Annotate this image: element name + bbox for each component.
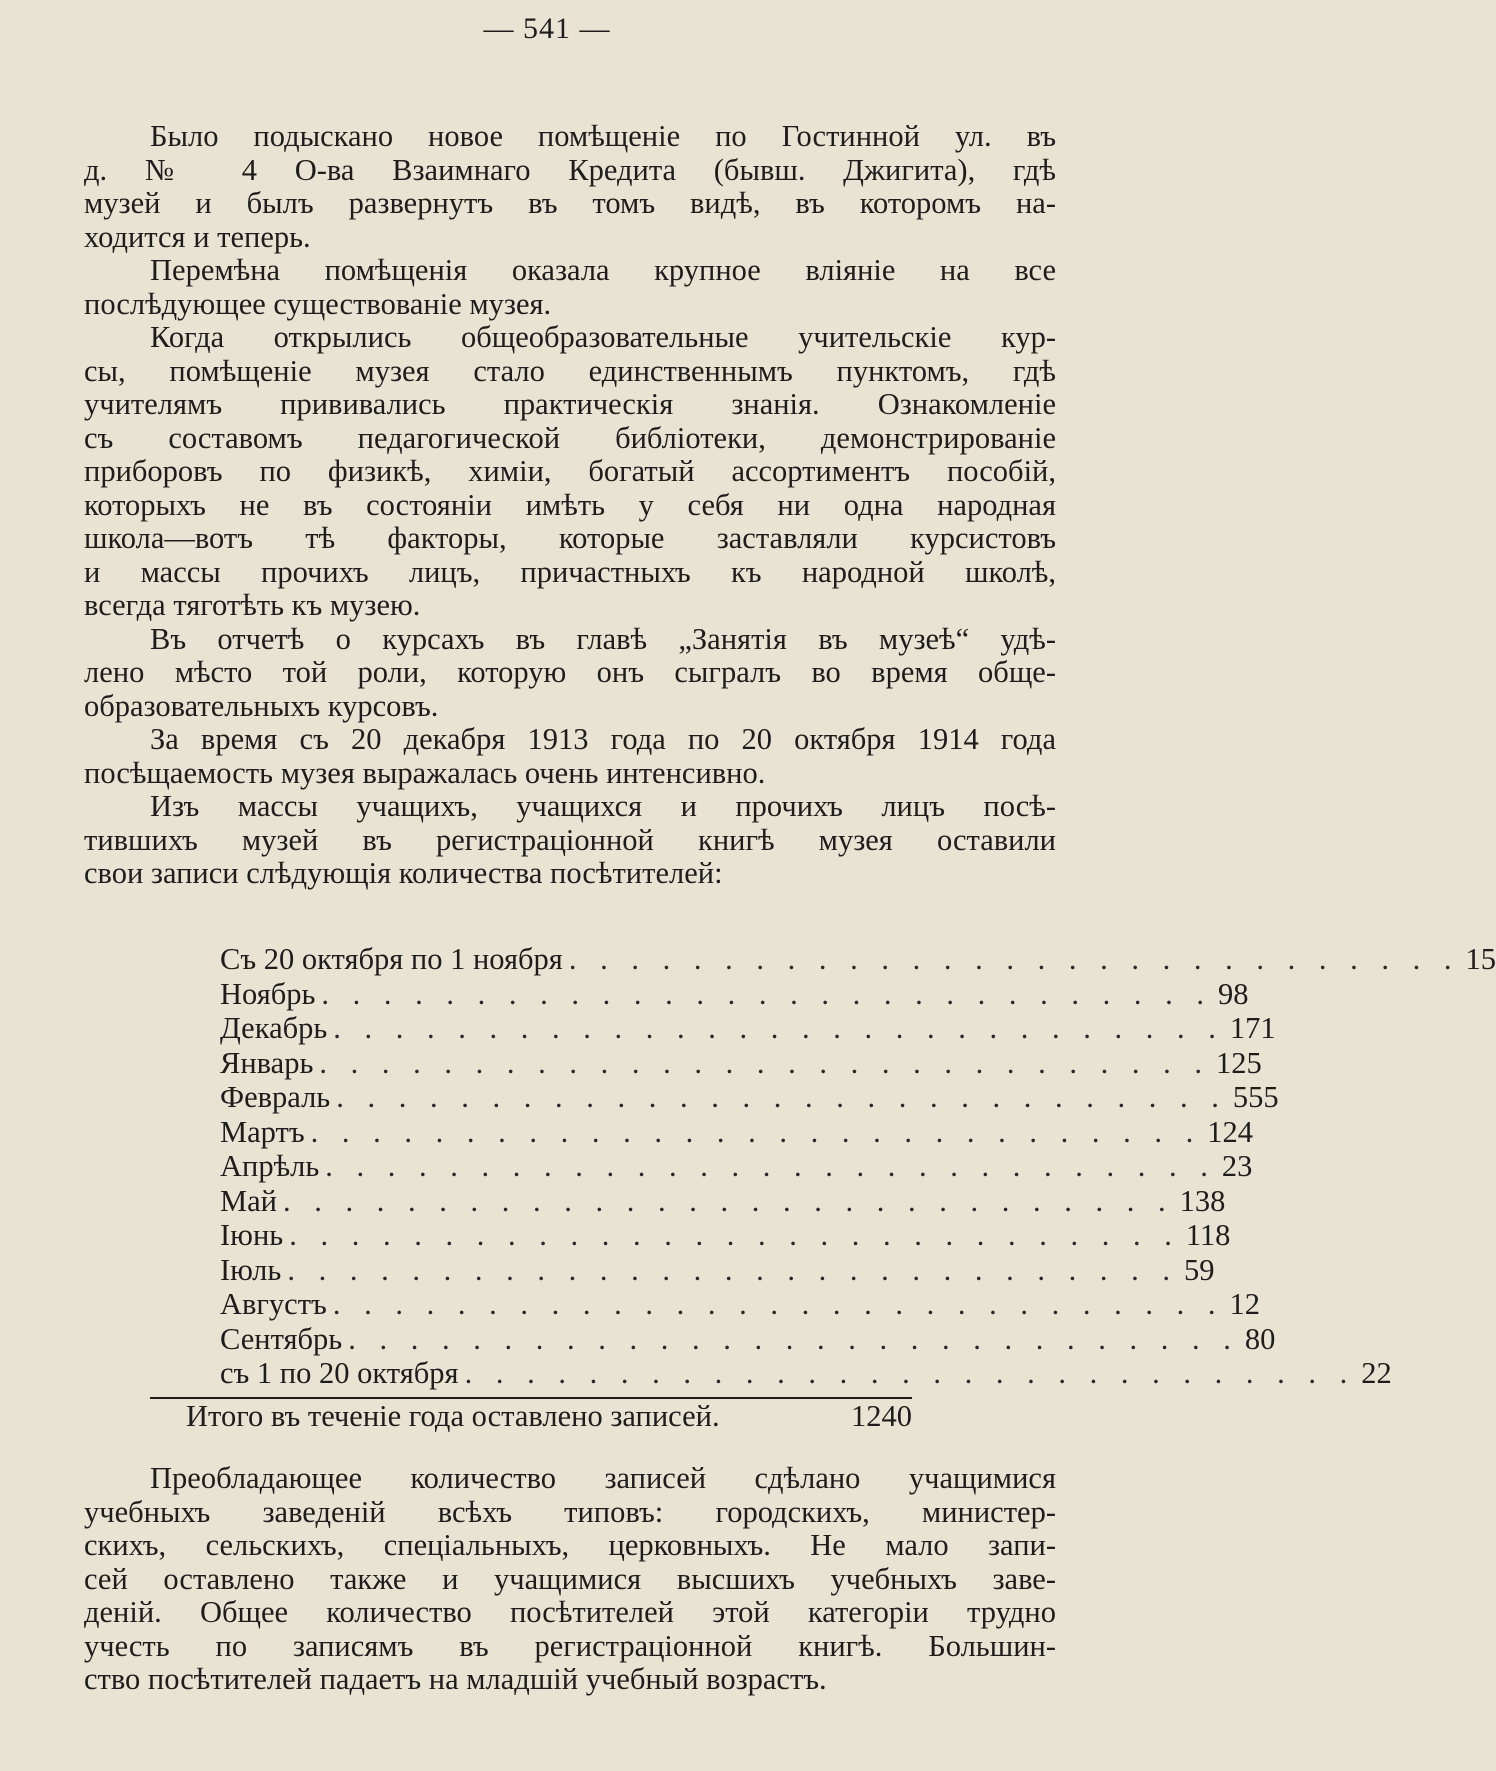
table-row: [150, 976, 1249, 1012]
table-row: [150, 1321, 1276, 1357]
visitor-count: 171: [1229, 1011, 1276, 1045]
visitor-count: 15: [1465, 942, 1496, 976]
text-line: Преобладающее количество записей сдѣлано учащимися: [150, 1461, 1056, 1495]
text-line: деній. Общее количество посѣтителей этой категоріи трудно: [84, 1595, 1056, 1629]
table-rows: [150, 942, 1496, 1391]
text-line: музей и былъ развернутъ въ томъ видѣ, въ которомъ на-: [84, 186, 1056, 220]
visitor-count: 22: [1361, 1356, 1392, 1390]
month-label: Іюнь: [220, 1218, 284, 1252]
visitor-count: 555: [1232, 1080, 1279, 1114]
total-value: 1240: [851, 1398, 912, 1433]
paragraph: [84, 321, 1056, 623]
text-line: послѣдующее существованіе музея.: [84, 286, 552, 321]
dot-leader: . . . . . . . . . . . . . . . . . . . . . . . . . . . . .: [332, 1287, 1224, 1321]
visitor-count: 59: [1183, 1252, 1215, 1287]
table-row: [150, 942, 1496, 977]
table-row: [150, 1080, 1279, 1115]
visitor-count: 125: [1216, 1045, 1262, 1080]
visitor-count: 23: [1221, 1149, 1253, 1183]
table-row: [150, 1011, 1276, 1046]
paragraph: [84, 790, 1056, 891]
month-label: Мартъ: [220, 1114, 305, 1149]
month-label: Декабрь: [220, 1011, 328, 1045]
visitor-count: 124: [1207, 1114, 1253, 1149]
paragraph: [84, 120, 1056, 254]
month-label: Январь: [220, 1045, 314, 1080]
dot-leader: . . . . . . . . . . . . . . . . . . . . . . . . . . . . .: [464, 1356, 1356, 1390]
dot-leader: . . . . . . . . . . . . . . . . . . . . . . . . . . . . .: [333, 1011, 1224, 1045]
body-text-top: [84, 120, 1056, 891]
text-line: сы, помѣщеніе музея стало единственнымъ пунктомъ, гдѣ: [84, 353, 1056, 388]
paragraph: [84, 254, 1056, 321]
dot-leader: . . . . . . . . . . . . . . . . . . . . . . . . . . . . .: [287, 1252, 1178, 1287]
text-line: свои записи слѣдующія количества посѣтителей:: [84, 856, 723, 890]
table-row: [150, 1114, 1253, 1150]
month-label: Іюль: [220, 1252, 282, 1287]
text-line: Было подыскано новое помѣщеніе по Гостинной ул. въ: [150, 119, 1056, 153]
month-label: Ноябрь: [220, 976, 316, 1011]
dot-leader: . . . . . . . . . . . . . . . . . . . . . . . . . . . . .: [319, 1045, 1210, 1080]
text-line: приборовъ по физикѣ, химіи, богатый ассортиментъ пособій,: [84, 454, 1056, 488]
month-label: Сентябрь: [220, 1321, 343, 1356]
table-row: [150, 1356, 1392, 1391]
table-row: [150, 1287, 1260, 1322]
paragraph: [84, 723, 1056, 790]
text-line: скихъ, сельскихъ, спеціальныхъ, церковныхъ. Не мало запи-: [84, 1528, 1056, 1562]
dot-leader: . . . . . . . . . . . . . . . . . . . . . . . . . . . . .: [282, 1183, 1174, 1218]
visitor-count-table: [150, 942, 1496, 1433]
text-line: Перемѣна помѣщенія оказала крупное вліяніе на все: [150, 253, 1056, 287]
text-line: Когда открылись общеобразовательные учительскіе кур-: [150, 320, 1056, 354]
dot-leader: . . . . . . . . . . . . . . . . . . . . . . . . . . . . .: [325, 1149, 1216, 1183]
month-label: Съ 20 октября по 1 ноября: [220, 942, 563, 976]
text-line: всегда тяготѣть къ музею.: [84, 588, 421, 622]
table-row: [150, 1149, 1253, 1184]
visitor-count: 12: [1229, 1287, 1260, 1321]
dot-leader: . . . . . . . . . . . . . . . . . . . . . . . . . . . . .: [336, 1080, 1227, 1114]
text-line: съ составомъ педагогической библіотеки, демонстрированіе: [84, 420, 1056, 455]
total-label: Итого въ теченіе года оставлено записей.: [186, 1398, 720, 1433]
visitor-count: 118: [1185, 1218, 1231, 1252]
dot-leader: . . . . . . . . . . . . . . . . . . . . . . . . . . . . .: [568, 942, 1460, 976]
month-label: Февраль: [220, 1080, 331, 1114]
table-row: [150, 1045, 1262, 1081]
text-line: Изъ массы учащихъ, учащихся и прочихъ лицъ посѣ-: [150, 789, 1056, 823]
dot-leader: . . . . . . . . . . . . . . . . . . . . . . . . . . . . .: [289, 1218, 1180, 1252]
text-line: учебныхъ заведеній всѣхъ типовъ: городскихъ, министер-: [84, 1494, 1056, 1529]
month-label: Апрѣль: [220, 1149, 320, 1183]
dot-leader: . . . . . . . . . . . . . . . . . . . . . . . . . . . . .: [321, 976, 1213, 1011]
visitor-count: 138: [1179, 1183, 1226, 1218]
text-line: лено мѣсто той роли, которую онъ сыгралъ во время обще-: [84, 655, 1056, 689]
text-line: тившихъ музей въ регистраціонной книгѣ музея оставили: [84, 822, 1056, 857]
text-line: За время съ 20 декабря 1913 года по 20 октября 1914 года: [150, 722, 1056, 756]
paragraph: [84, 623, 1056, 724]
text-line: ство посѣтителей падаетъ на младшій учебный возрастъ.: [84, 1662, 827, 1696]
text-line: посѣщаемость музея выражалась очень интенсивно.: [84, 755, 766, 790]
month-label: Май: [220, 1183, 277, 1218]
table-row: [150, 1252, 1215, 1288]
month-label: съ 1 по 20 октября: [220, 1356, 459, 1390]
page-number: — 541 —: [483, 12, 611, 45]
text-line: которыхъ не въ состояніи имѣть у себя ни одна народная: [84, 487, 1056, 522]
text-line: образовательныхъ курсовъ.: [84, 688, 439, 723]
body-text-bottom: [84, 1462, 1056, 1697]
text-line: школа—вотъ тѣ факторы, которые заставляли курсистовъ: [84, 521, 1056, 555]
visitor-count: 80: [1244, 1321, 1276, 1356]
text-line: Въ отчетѣ о курсахъ въ главѣ „Занятія въ музеѣ“ удѣ-: [150, 621, 1056, 656]
total-row: [150, 1399, 912, 1433]
paragraph: [84, 1462, 1056, 1697]
text-line: и массы прочихъ лицъ, причастныхъ къ народной школѣ,: [84, 554, 1056, 589]
dot-leader: . . . . . . . . . . . . . . . . . . . . . . . . . . . . .: [310, 1114, 1202, 1149]
table-row: [150, 1218, 1231, 1253]
text-line: учесть по записямъ въ регистраціонной книгѣ. Большин-: [84, 1628, 1056, 1663]
text-line: ходится и теперь.: [84, 219, 311, 254]
text-line: д. № 4 О-ва Взаимнаго Кредита (бывш. Джигита), гдѣ: [84, 152, 1056, 187]
text-line: учителямъ прививались практическія знанія. Ознакомленіе: [84, 387, 1056, 421]
dot-leader: . . . . . . . . . . . . . . . . . . . . . . . . . . . . .: [348, 1321, 1239, 1356]
text-line: сей оставлено также и учащимися высшихъ учебныхъ заве-: [84, 1561, 1056, 1596]
visitor-count: 98: [1218, 976, 1249, 1011]
month-label: Августъ: [220, 1287, 327, 1321]
table-row: [150, 1183, 1226, 1219]
